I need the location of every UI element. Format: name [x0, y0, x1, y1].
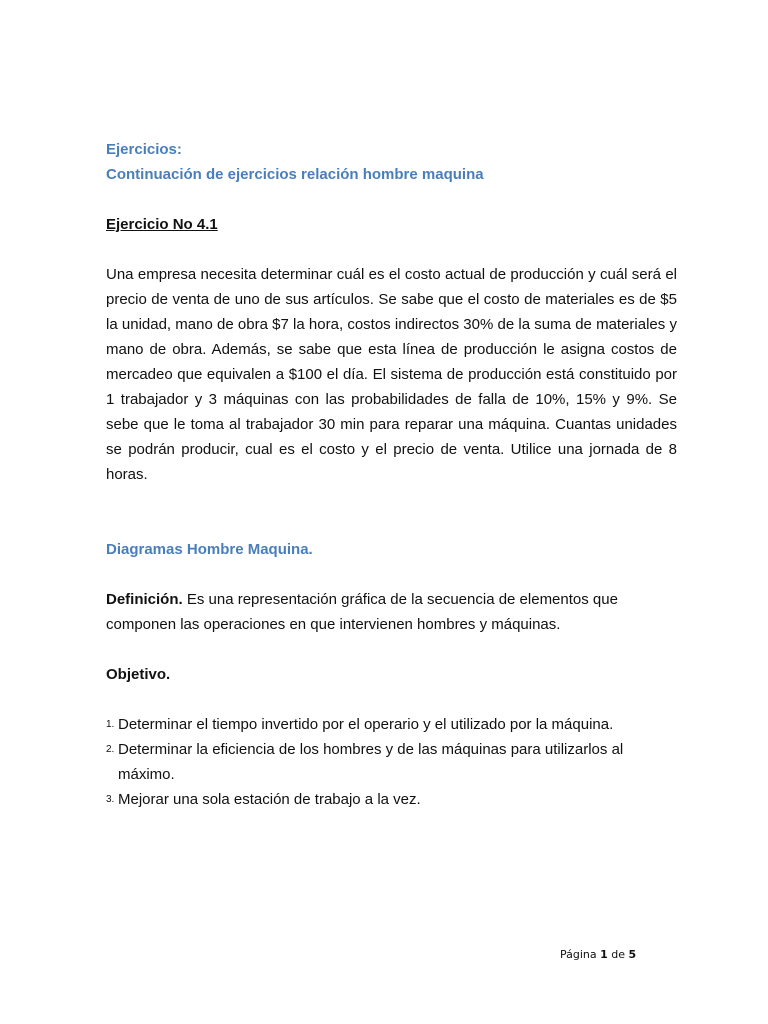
spacer — [106, 187, 677, 212]
header-continuation: Continuación de ejercicios relación hombre maquina — [106, 166, 484, 183]
list-text: Mejorar una sola estación de trabajo a la vez. — [118, 791, 421, 808]
spacer — [106, 237, 677, 262]
spacer — [106, 637, 677, 662]
definition-paragraph — [106, 587, 677, 637]
exercise-title: Ejercicio No 4.1 — [106, 216, 218, 233]
list-item — [106, 737, 677, 787]
list-item — [106, 712, 677, 737]
objective-label: Objetivo. — [106, 666, 171, 683]
spacer — [106, 687, 677, 712]
page-content — [106, 137, 677, 812]
footer-current-page: 1 — [600, 948, 608, 961]
objectives-list — [106, 712, 677, 812]
footer-total-pages: 5 — [628, 948, 637, 961]
list-number: 2. — [106, 744, 115, 755]
list-text: Determinar el tiempo invertido por el operario y el utilizado por la máquina. — [118, 716, 614, 733]
footer-middle: de — [607, 948, 629, 961]
list-number: 3. — [106, 794, 115, 805]
page-footer — [560, 945, 680, 965]
spacer — [106, 562, 677, 587]
section-title: Diagramas Hombre Maquina. — [106, 541, 313, 558]
spacer — [106, 487, 677, 537]
list-text: Determinar la eficiencia de los hombres y de las máquinas para utilizarlos al máximo. — [118, 741, 624, 783]
exercise-body: Una empresa necesita determinar cuál es el costo actual de producción y cuál será el precio de venta de uno de sus artículos. Se sabe que el costo de materiales es de $5 la unidad, mano de obra $7 la hora, costos indirectos 30% de la suma de materiales y mano de obra. Además, se sabe que esta línea de producción le asigna costos de mercadeo que equivalen a $100 el día. El sistema de producción está constituido por 1 trabajador y 3 máquinas con las probabilidades de falla de 10%, 15% y 9%. Se sebe que le toma al trabajador 30 min para reparar una máquina. Cuantas unidades se podrán producir, cual es el costo y el precio de venta. Utilice una jornada de 8 horas. — [106, 266, 677, 483]
list-number: 1. — [106, 719, 115, 730]
header-exercises: Ejercicios: — [106, 141, 182, 158]
definition-label: Definición. — [106, 591, 183, 608]
footer-prefix: Página — [560, 948, 601, 961]
definition-text: Es una representación gráfica de la secuencia de elementos que componen las operaciones en que intervienen hombres y máquinas. — [106, 591, 618, 633]
list-item — [106, 787, 677, 812]
